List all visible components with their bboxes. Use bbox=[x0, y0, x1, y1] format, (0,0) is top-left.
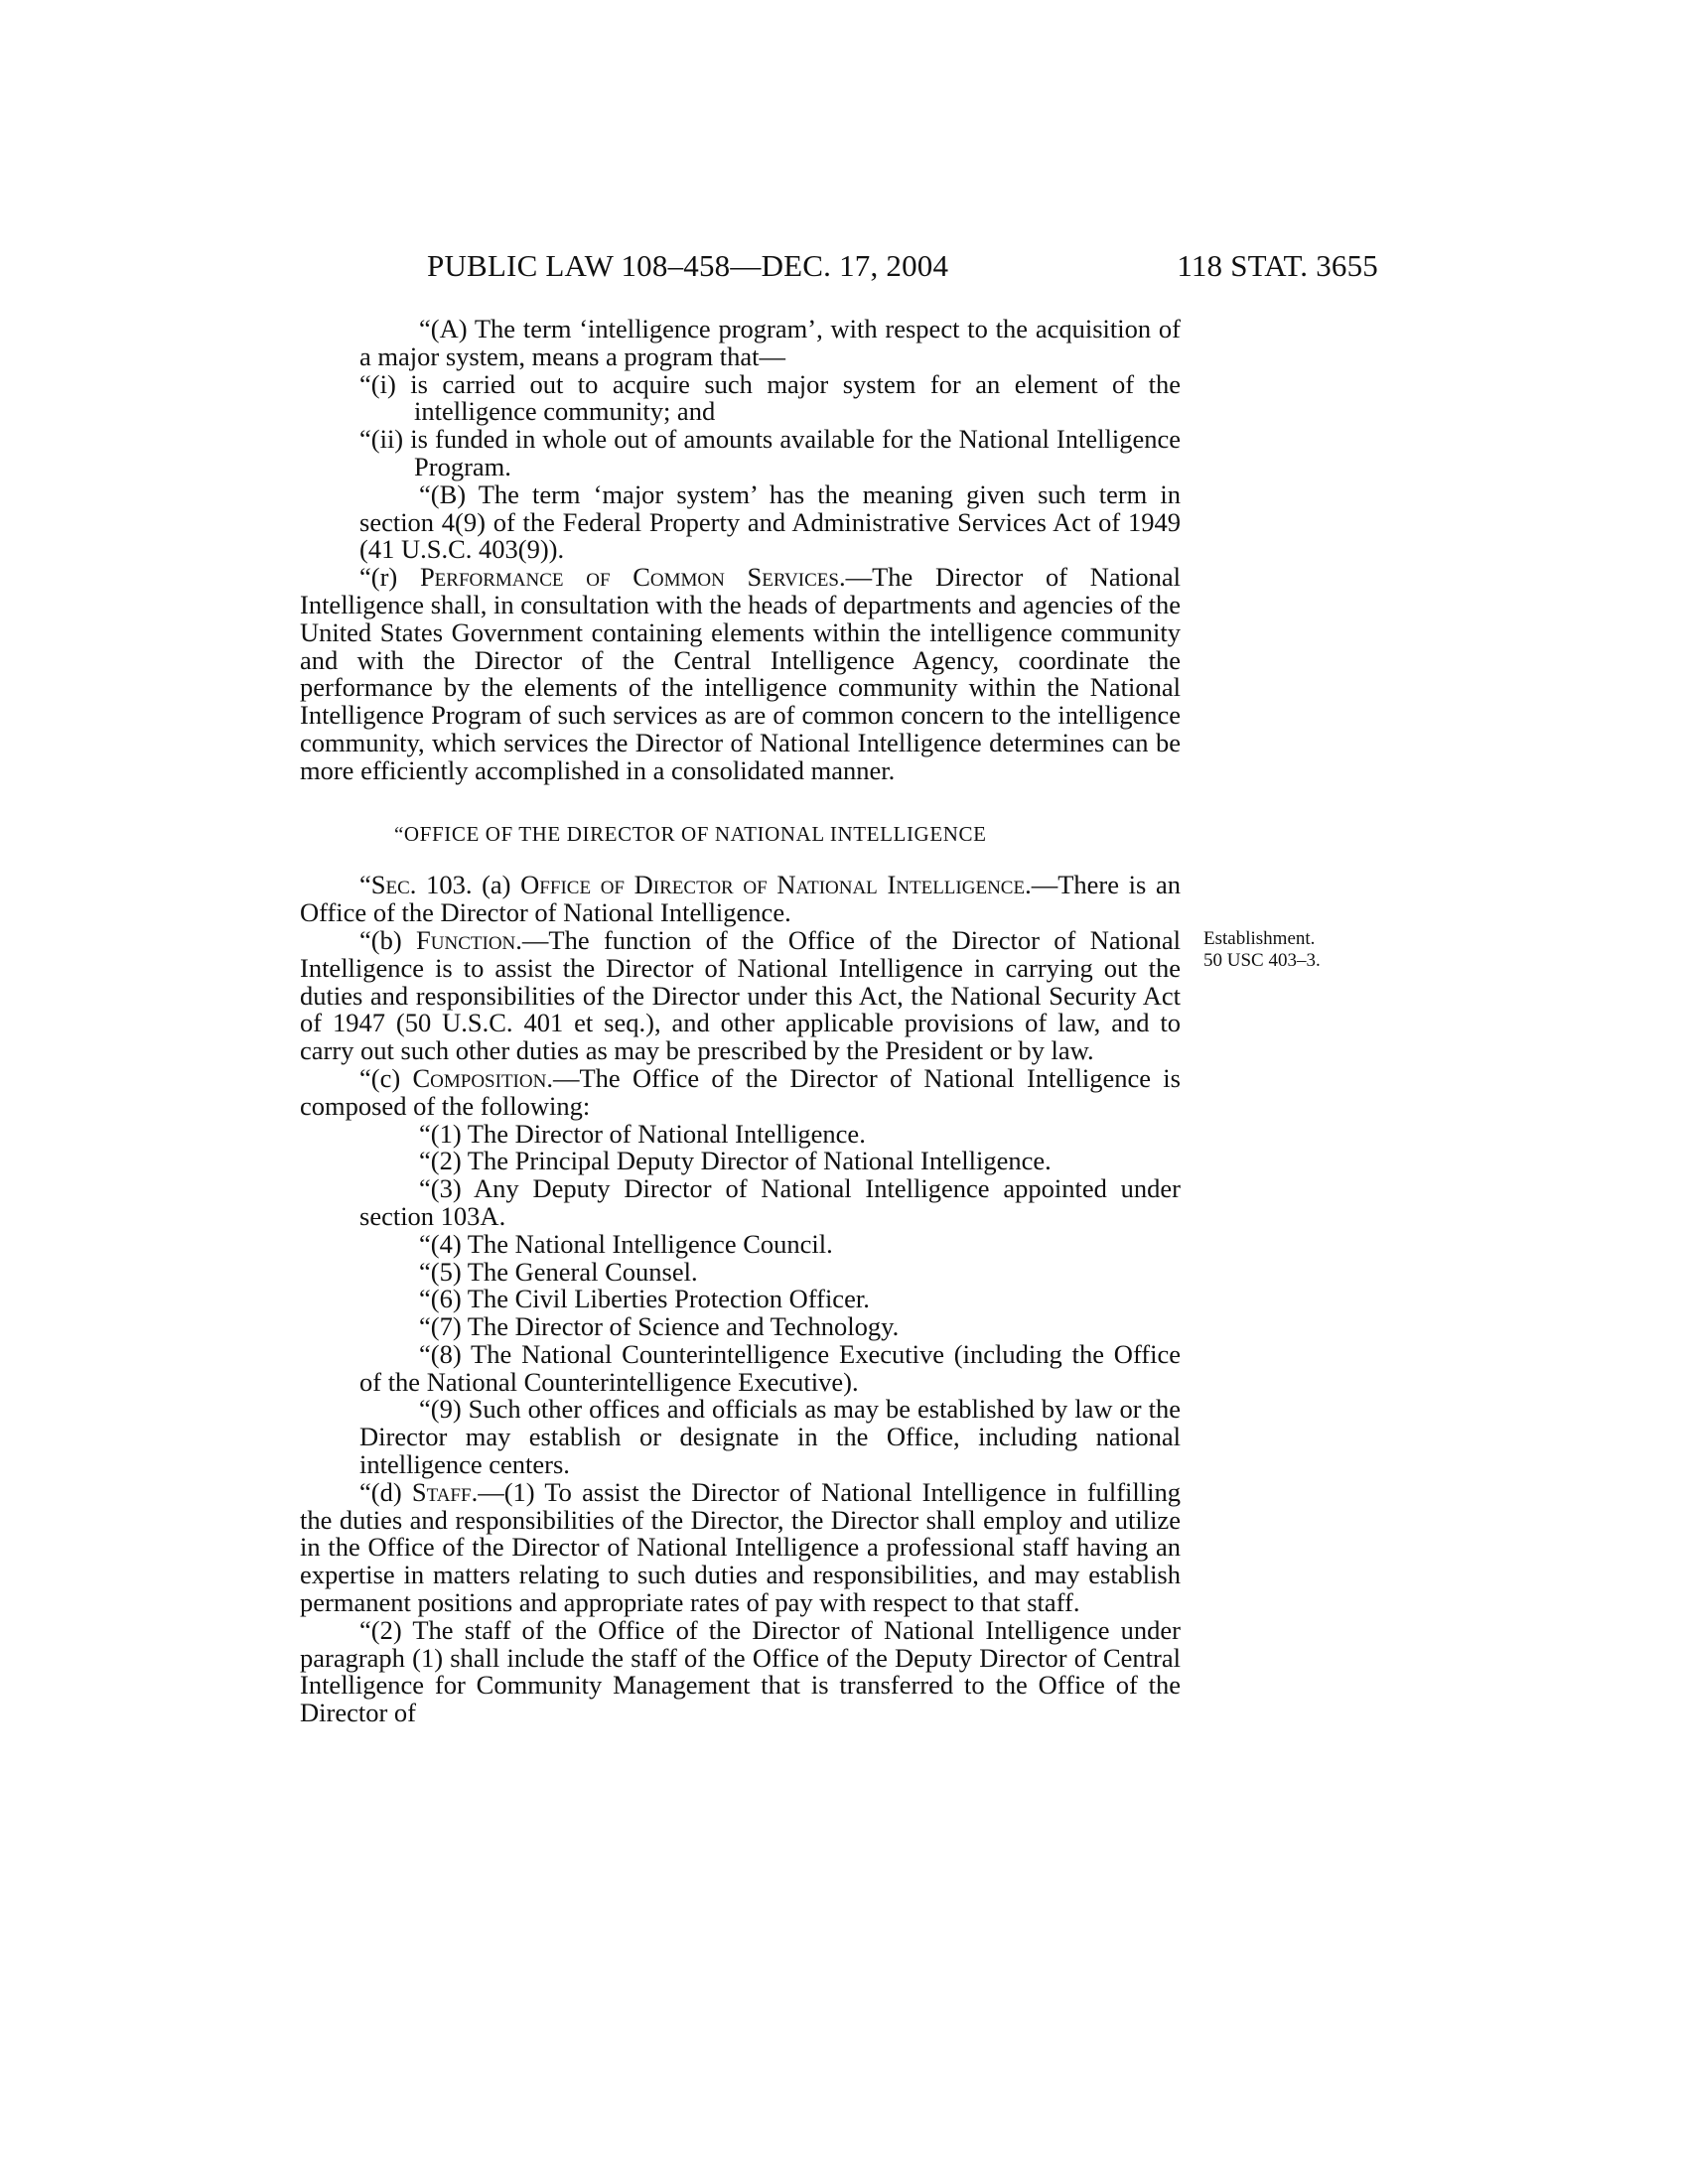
paragraph-staff: “(d) Staff.—(1) To assist the Director of National Intelligence in fulfilling the duties and responsibilities of the Director, the Director shall employ and utilize in the Office of the Director of National Intelligence a professional staff having an expertise in matters relating to such duties and responsibilities, and may establish permanent positions and appropriate rates of pay with respect to that staff. bbox=[300, 1476, 1181, 1618]
section-heading-c: Composition bbox=[412, 1062, 547, 1093]
paragraph-staff-2: “(2) The staff of the Office of the Director of National Intelligence under paragraph (1) shall include the staff of the Office of the Deputy Director of Central Intelligence for Community Management that is transferred to the Office of the Director of bbox=[300, 1614, 1181, 1728]
section-title: “OFFICE OF THE DIRECTOR OF NATIONAL INTELLIGENCE bbox=[394, 821, 987, 846]
document-body bbox=[300, 316, 1181, 1727]
margin-note-establishment: Establishment. bbox=[1203, 928, 1316, 949]
paragraph-sec-103-a: “Sec. 103. (a) Office of Director of National Intelligence.—There is an Office of the Director of National Intelligence. bbox=[300, 870, 1181, 928]
list-item: “(5) The General Counsel. bbox=[419, 1256, 698, 1287]
paragraph-r: “(r) Performance of Common Services.—The Director of National Intelligence shall, in consultation with the heads of departments and agencies of the United States Government containing elements within the intelligence community and with the Director of the Central Intelligence Agency, coordinate the performance by the elements of the intelligence community within the National Intelligence Program of such services as are of common concern to the intelligence community, which services the Director of National Intelligence determines can be more efficiently accomplished in a consolidated manner. bbox=[300, 562, 1181, 785]
section-heading-d: Staff bbox=[411, 1476, 472, 1507]
section-heading-a: Office of Director of National Intelligence bbox=[520, 870, 1026, 900]
paragraph-composition: “(c) Composition.—The Office of the Director of National Intelligence is composed of the following: bbox=[300, 1062, 1181, 1121]
header-law-citation: PUBLIC LAW 108–458—DEC. 17, 2004 bbox=[427, 248, 949, 283]
page-header bbox=[427, 248, 1378, 288]
list-item: “(9) Such other offices and officials as may be established by law or the Director may establish or designate in the Office, including national intelligence centers. bbox=[359, 1394, 1181, 1480]
list-item: “(4) The National Intelligence Council. bbox=[419, 1228, 833, 1259]
paragraph-a-i: “(i) is carried out to acquire such major system for an element of the intelligence community; and bbox=[359, 368, 1181, 427]
list-item: “(6) The Civil Liberties Protection Officer. bbox=[419, 1284, 870, 1314]
margin-note bbox=[1203, 928, 1362, 972]
list-item: “(7) The Director of Science and Technology. bbox=[419, 1311, 900, 1342]
paragraph-b-definition: “(B) The term ‘major system’ has the meaning given such term in section 4(9) of the Federal Property and Administrative Services Act of 1949 (41 U.S.C. 403(9)). bbox=[359, 478, 1181, 565]
paragraph-function: “(b) Function.—The function of the Office of the Director of National Intelligence is to assist the Director of National Intelligence in carrying out the duties and responsibilities of the Director under this Act, the National Security Act of 1947 (50 U.S.C. 401 et seq.), and other applicable provisions of law, and to carry out such other duties as may be prescribed by the President or by law. bbox=[300, 924, 1181, 1066]
list-item: “(8) The National Counterintelligence Executive (including the Office of the National Counterintelligence Executive). bbox=[359, 1338, 1181, 1397]
section-heading-r: Performance of Common Services bbox=[419, 562, 839, 593]
list-item: “(3) Any Deputy Director of National Intelligence appointed under section 103A. bbox=[359, 1173, 1181, 1231]
margin-note-citation: 50 USC 403–3. bbox=[1203, 950, 1321, 971]
section-heading-b: Function bbox=[416, 924, 516, 955]
paragraph-a-definition: “(A) The term ‘intelligence program’, with respect to the acquisition of a major system, means a program that— bbox=[359, 314, 1181, 371]
paragraph-a-ii: “(ii) is funded in whole out of amounts available for the National Intelligence Program. bbox=[359, 424, 1181, 481]
header-statute-page: 118 STAT. 3655 bbox=[1177, 248, 1378, 283]
list-item: “(1) The Director of National Intelligence. bbox=[419, 1118, 866, 1149]
list-item: “(2) The Principal Deputy Director of National Intelligence. bbox=[419, 1146, 1052, 1176]
